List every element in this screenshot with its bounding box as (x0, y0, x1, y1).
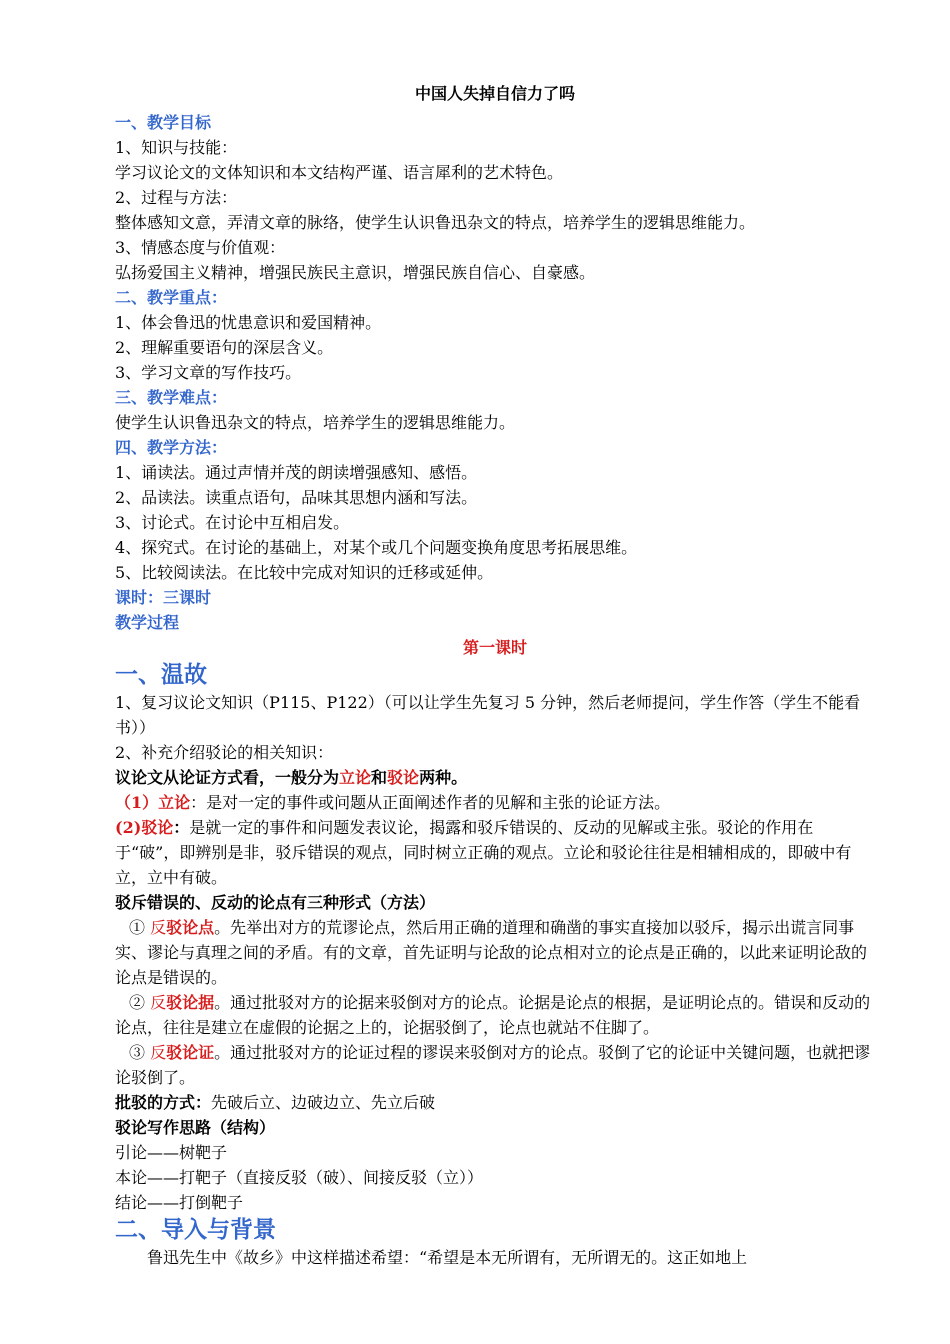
keypoints-item: 2、理解重要语句的深层含义。 (115, 338, 334, 357)
methods-item: 4、探究式。在讨论的基础上，对某个或几个问题变换角度思考拓展思维。 (115, 538, 638, 557)
lesson-title: 第一课时 (462, 638, 527, 657)
structure-item: 结论——打倒靶子 (115, 1193, 244, 1212)
period-label: 课时：三课时 (115, 588, 212, 607)
goals-item: 学习议论文的文体知识和本文结构严谨、语言犀利的艺术特色。 (115, 163, 564, 182)
form-item: ③ 反驳论证。通过批驳对方的论证过程的谬误来驳倒对方的论点。驳倒了它的论证中关键问题，也就把谬论驳倒了。 (115, 1043, 871, 1087)
goals-item: 1、知识与技能： (115, 138, 238, 157)
review-heading: 一、温故 (115, 661, 207, 688)
structure-item: 引论——树靶子 (115, 1143, 228, 1162)
methods-item: 1、诵读法。通过声情并茂的朗读增强感知、感悟。 (115, 463, 478, 482)
goals-item: 整体感知文意，弄清文章的脉络，使学生认识鲁迅杂文的特点，培养学生的逻辑思维能力。 (115, 213, 756, 232)
argument-types: 议论文从论证方式看，一般分为立论和驳论两种。 (115, 768, 468, 787)
forms-heading: 驳斥错误的、反动的论点有三种形式（方法） (115, 893, 436, 912)
goals-item: 3、情感态度与价值观： (115, 238, 286, 257)
process-label: 教学过程 (115, 613, 180, 632)
refute-ways: 批驳的方式：先破后立、边破边立、先立后破 (115, 1093, 436, 1112)
document-page (115, 80, 875, 1270)
methods-item: 5、比较阅读法。在比较中完成对知识的迁移或延伸。 (115, 563, 494, 582)
difficulty-heading: 三、教学难点： (115, 388, 228, 407)
goals-heading: 一、教学目标 (115, 113, 212, 132)
intro-heading: 二、导入与背景 (115, 1216, 276, 1243)
keypoints-item: 3、学习文章的写作技巧。 (115, 363, 302, 382)
bolun-definition: (2)驳论：是就一定的事件和问题发表议论，揭露和驳斥错误的、反动的见解或主张。驳论的作用在于“破”，即辨别是非，驳斥错误的观点，同时树立正确的观点。立论和驳论往往是相辅相成的，即破中有立，立中有破。 (115, 818, 852, 887)
form-item: ② 反驳论据。通过批驳对方的论据来驳倒对方的论点。论据是论点的根据，是证明论点的。错误和反动的论点，往往是建立在虚假的论据之上的，论据驳倒了，论点也就站不住脚了。 (115, 993, 871, 1037)
difficulty-text: 使学生认识鲁迅杂文的特点，培养学生的逻辑思维能力。 (115, 413, 516, 432)
review-item: 1、复习议论文知识（P115、P122）（可以让学生先复习 5 分钟，然后老师提问，学生作答（学生不能看书）） (115, 693, 861, 737)
page-title: 中国人失掉自信力了吗 (414, 84, 575, 103)
methods-heading: 四、教学方法： (115, 438, 228, 457)
intro-text: 鲁迅先生中《故乡》中这样描述希望：“希望是本无所谓有，无所谓无的。这正如地上 (147, 1248, 748, 1267)
goals-item: 弘扬爱国主义精神，增强民族民主意识，增强民族自信心、自豪感。 (115, 263, 596, 282)
methods-item: 2、品读法。读重点语句，品味其思想内涵和写法。 (115, 488, 478, 507)
keypoints-heading: 二、教学重点： (115, 288, 228, 307)
form-item: ① 反驳论点。先举出对方的荒谬论点，然后用正确的道理和确凿的事实直接加以驳斥，揭示出谎言同事实、谬论与真理之间的矛盾。有的文章，首先证明与论敌的论点相对立的论点是正确的，以此来证明论敌的论点是错误的。 (115, 918, 868, 987)
structure-item: 本论——打靶子（直接反驳（破）、间接反驳（立）） (115, 1168, 484, 1187)
methods-item: 3、讨论式。在讨论中互相启发。 (115, 513, 350, 532)
structure-heading: 驳论写作思路（结构） (115, 1118, 276, 1137)
lilun-definition: （1）立论：是对一定的事件或问题从正面阐述作者的见解和主张的论证方法。 (115, 793, 671, 812)
keypoints-item: 1、体会鲁迅的忧患意识和爱国精神。 (115, 313, 382, 332)
review-item: 2、补充介绍驳论的相关知识： (115, 743, 334, 762)
goals-item: 2、过程与方法： (115, 188, 238, 207)
